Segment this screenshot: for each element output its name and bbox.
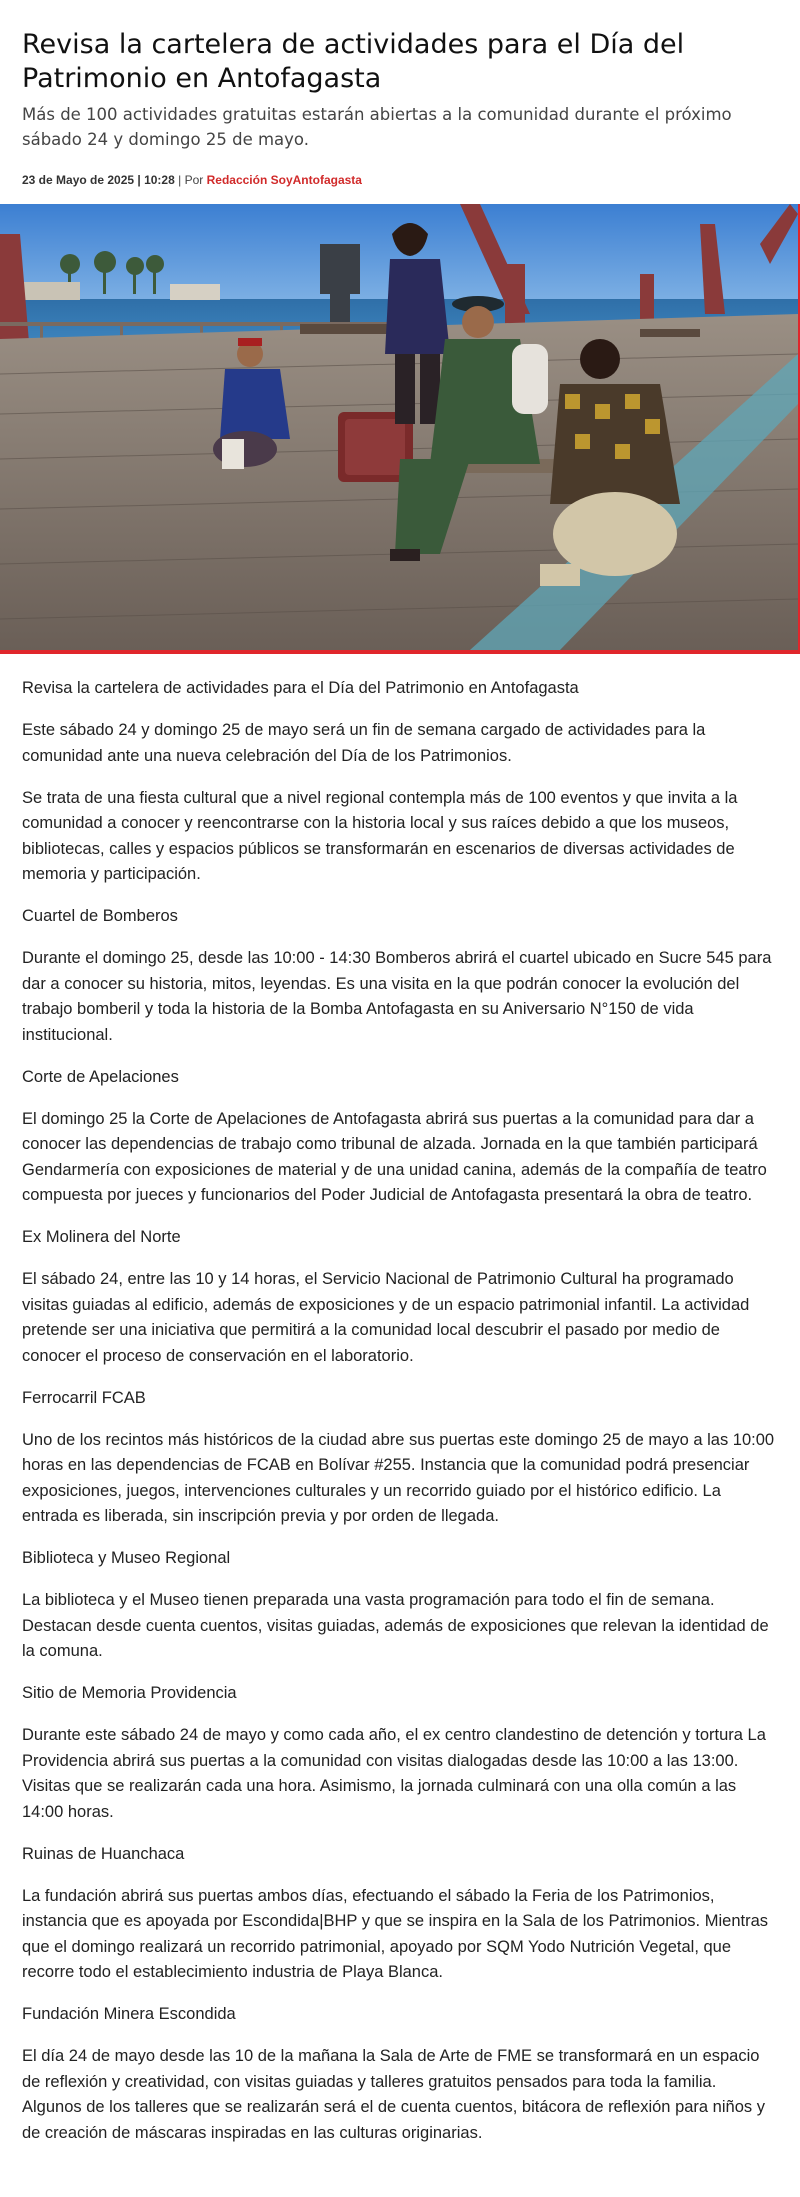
section-heading-molinera: Ex Molinera del Norte xyxy=(22,1228,181,1246)
article-paragraph: La fundación abrirá sus puertas ambos días, efectuando el sábado la Feria de los Patrimonios, instancia que es apoyada por Escondida|BHP y que se inspira en la Sala de los Patrimonios. Mientras que el domingo realizará un recorrido patrimonial, apoyado por SQM Yodo Nutrición Vegetal, que recorre todo el establecimiento industria de Playa Blanca. xyxy=(22,1886,768,1981)
article-paragraph: Se trata de una fiesta cultural que a nivel regional contempla más de 100 eventos y que invita a la comunidad a conocer y reencontrarse con la historia local y sus raíces debido a que los museos, bibliotecas, calles y espacios públicos se transformarán en escenarios de diversas actividades de memoria y participación. xyxy=(22,788,738,883)
article-meta xyxy=(22,172,778,188)
article-paragraph: Durante este sábado 24 de mayo y como cada año, el ex centro clandestino de detención y tortura La Providencia abrirá sus puertas a la comunidad con visitas dialogadas desde las 10:00 a las 13:00. Visitas que se realizarán cada una hora. Asimismo, la jornada culminará con una olla común a las 14:00 horas. xyxy=(22,1726,766,1821)
article-paragraph: Durante el domingo 25, desde las 10:00 - 14:30 Bomberos abrirá el cuartel ubicado en Sucre 545 para dar a conocer su historia, mitos, leyendas. Es una visita en la que podrán conocer la evolución del trabajo bomberil y toda la historia de la Bomba Antofagasta en su Aniversario N°150 de vida institucional. xyxy=(22,949,772,1044)
author-link[interactable]: Redacción SoyAntofagasta xyxy=(206,173,362,187)
article-title: Revisa la cartelera de actividades para el Día del Patrimonio en Antofagasta xyxy=(22,29,685,94)
article-header xyxy=(0,0,800,188)
meta-separator: | xyxy=(178,173,185,187)
section-heading-biblioteca: Biblioteca y Museo Regional xyxy=(22,1549,231,1567)
publish-date: 23 de Mayo de 2025 | 10:28 xyxy=(22,173,175,187)
section-heading-fcab: Ferrocarril FCAB xyxy=(22,1388,146,1407)
article-paragraph: El domingo 25 la Corte de Apelaciones de Antofagasta abrirá sus puertas a la comunidad para dar a conocer las dependencias de trabajo como tribunal de alzada. Jornada en la que también participará Gendarmería con exposiciones de material y de una unidad canina, además de la compañía de teatro compuesta por jueces y funcionarios del Poder Judicial de Antofagasta presentará la obra de teatro. xyxy=(22,1109,767,1204)
article-paragraph: El sábado 24, entre las 10 y 14 horas, el Servicio Nacional de Patrimonio Cultural ha programado visitas guiadas al edificio, además de exposiciones y de un espacio patrimonial infantil. La actividad pretende ser una iniciativa que permitirá a la comunidad local descubrir el pasado por medio de conocer el proceso de conservación en el laboratorio. xyxy=(22,1270,750,1365)
section-heading-escondida: Fundación Minera Escondida xyxy=(22,2005,236,2023)
section-heading-providencia: Sitio de Memoria Providencia xyxy=(22,1684,237,1702)
article-paragraph: Uno de los recintos más históricos de la ciudad abre sus puertas este domingo 25 de mayo a las 10:00 horas en las dependencias de FCAB en Bolívar #255. Instancia que la comunidad podrá presenciar exposiciones, juegos, intervenciones culturales y un recorrido guiado por el histórico edificio. La entrada es liberada, sin inscripción previa y por orden de llegada. xyxy=(22,1430,775,1525)
section-heading-huanchaca: Ruinas de Huanchaca xyxy=(22,1844,185,1863)
article-subtitle: Más de 100 actividades gratuitas estarán abiertas a la comunidad durante el próximo sábado 24 y domingo 25 de mayo. xyxy=(22,105,732,149)
hero-image xyxy=(0,204,800,654)
article-paragraph: Este sábado 24 y domingo 25 de mayo será un fin de semana cargado de actividades para la comunidad ante una nueva celebración del Día de los Patrimonios. xyxy=(22,721,706,765)
article-intro: Revisa la cartelera de actividades para el Día del Patrimonio en Antofagasta xyxy=(22,679,579,697)
section-heading-bomberos: Cuartel de Bomberos xyxy=(22,907,178,925)
article-body xyxy=(0,654,800,2146)
by-label: Por xyxy=(184,173,204,187)
section-heading-corte: Corte de Apelaciones xyxy=(22,1067,179,1086)
article-paragraph: La biblioteca y el Museo tienen preparada una vasta programación para todo el fin de semana. Destacan desde cuenta cuentos, visitas guiadas, además de exposiciones que relevan la identidad de la comuna. xyxy=(22,1591,769,1660)
hero-illustration xyxy=(0,204,798,650)
article-paragraph: El día 24 de mayo desde las 10 de la mañana la Sala de Arte de FME se transformará en un espacio de reflexión y creatividad, con visitas guiadas y talleres gratuitos pensados para toda la familia. Algunos de los talleres que se realizarán será el de cuenta cuentos, bitácora de reflexión para niños y de creación de máscaras inspiradas en las culturas originarias. xyxy=(22,2047,765,2142)
